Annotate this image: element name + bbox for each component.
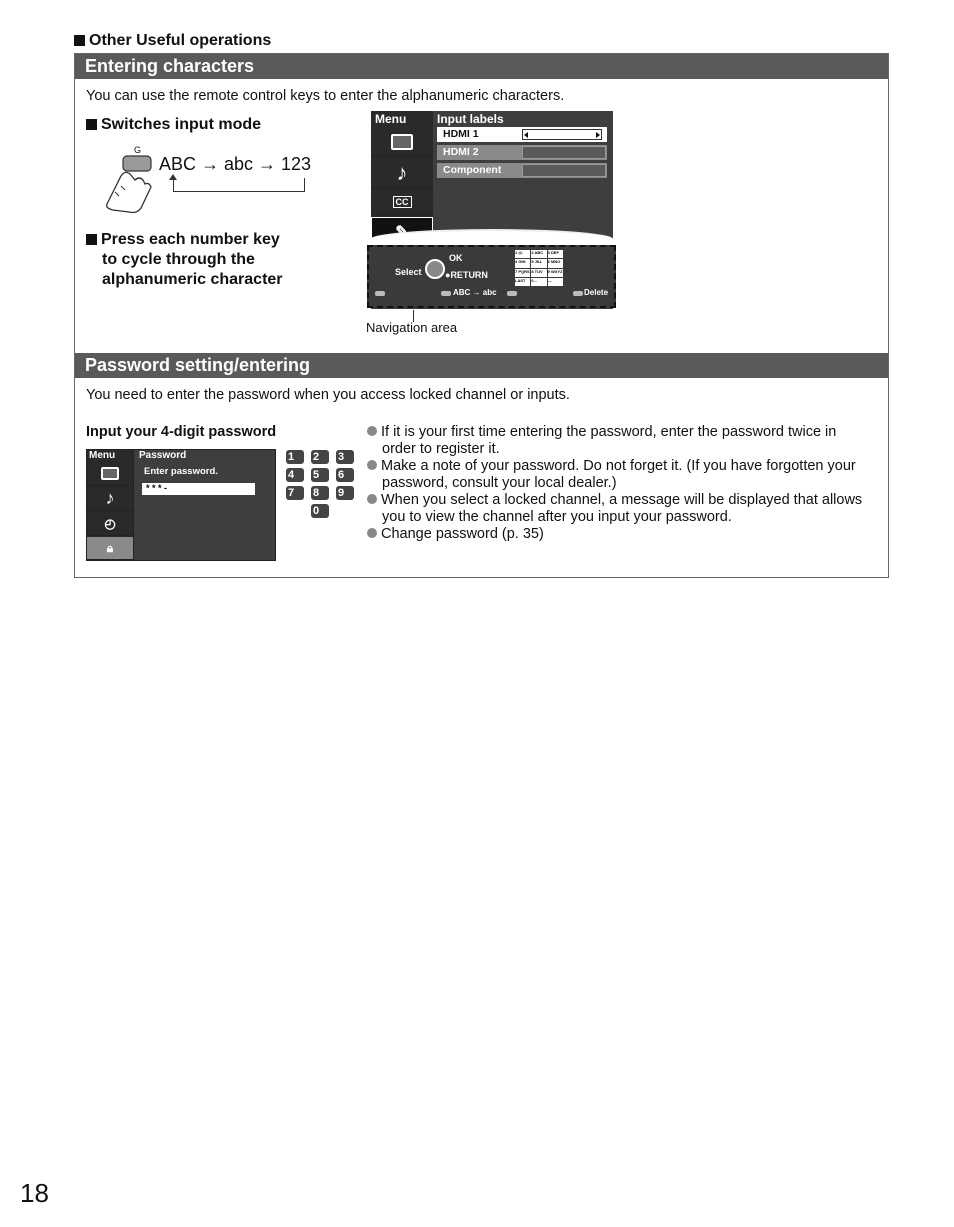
key-4[interactable]: 4: [286, 468, 304, 482]
picture-menu-icon: [371, 127, 433, 157]
label-row-component[interactable]: Component: [437, 163, 607, 178]
list-item: If it is your first time entering the password, enter the password twice in order to register it.: [367, 424, 867, 458]
label-row-hdmi2[interactable]: HDMI 2: [437, 145, 607, 160]
bullet-icon: [367, 426, 377, 436]
select-label: Select: [395, 267, 422, 277]
list-item: When you select a locked channel, a message will be displayed that allows you to view the channel after you input your password.: [367, 492, 867, 526]
color-key-icon: [441, 291, 451, 296]
list-item: Make a note of your password. Do not forget it. (If you have forgotten your password, consult your local dealer.): [367, 458, 867, 492]
menu-label: Menu: [89, 450, 116, 461]
g-key-label: G: [134, 145, 142, 155]
bullet-icon: [367, 460, 377, 470]
navigation-area: [367, 245, 616, 308]
content-frame: [74, 53, 889, 578]
menu-column: [87, 450, 134, 560]
password-input[interactable]: * * * -: [142, 483, 255, 495]
delete-label: Delete: [584, 288, 609, 297]
password-intro: You need to enter the password when you access locked channel or inputs.: [86, 387, 570, 403]
mode-sequence: ABC → abc → 123: [159, 154, 312, 174]
key-5[interactable]: 5: [311, 468, 329, 482]
left-arrow-icon[interactable]: [524, 132, 528, 138]
switch-title: Switches input mode: [86, 116, 261, 134]
timer-icon: ◴: [87, 512, 133, 536]
password-prompt: Enter password.: [144, 466, 218, 477]
password-heading: Password setting/entering: [75, 353, 888, 378]
ok-label: OK: [449, 253, 463, 263]
label-row-hdmi1[interactable]: HDMI 1: [437, 127, 607, 142]
key-2[interactable]: 2: [311, 450, 329, 464]
entering-intro: You can use the remote control keys to enter the alphanumeric characters.: [86, 88, 565, 104]
color-key-icon: [507, 291, 517, 296]
select-wheel-icon: [425, 259, 445, 279]
menu-column: [371, 111, 433, 246]
key-8[interactable]: 8: [311, 486, 329, 500]
section-label: Other Useful operations: [74, 32, 271, 50]
bullet-icon: [367, 494, 377, 504]
password-screen-title: Password: [139, 450, 187, 461]
input-labels-title: Input labels: [437, 112, 504, 126]
bullet-icon: [367, 528, 377, 538]
music-note-icon: ♪: [87, 487, 133, 511]
color-key-icon: [375, 291, 385, 296]
picture-menu-icon: [87, 462, 133, 486]
key-1[interactable]: 1: [286, 450, 304, 464]
hand-press-icon: [101, 146, 161, 216]
key-9[interactable]: 9: [336, 486, 354, 500]
password-subheading: Input your 4-digit password: [86, 424, 277, 440]
list-item: Change password (p. 35): [367, 526, 867, 543]
key-6[interactable]: 6: [336, 468, 354, 482]
input-labels-screen: [371, 111, 613, 309]
press-instruction: Press each number key to cycle through the alphanumeric character: [86, 230, 283, 290]
color-key-icon: [573, 291, 583, 296]
key-0[interactable]: 0: [311, 504, 329, 518]
page-number: 18: [20, 1178, 49, 1208]
key-3[interactable]: 3: [336, 450, 354, 464]
entering-heading: Entering characters: [75, 54, 888, 79]
password-notes: [367, 424, 867, 543]
key-7[interactable]: 7: [286, 486, 304, 500]
cycle-arrow: [173, 178, 305, 192]
square-bullet-icon: [86, 234, 97, 245]
password-screen: [86, 449, 276, 561]
navigation-caption: Navigation area: [366, 320, 458, 335]
mini-keypad: 1 @. 2 ABC 3 DEF 4 GHI 5 JKL 6 MNO 7 PQRS 8 TUV 9 WXYZ LAST 0 -. —: [515, 250, 563, 286]
menu-label: Menu: [375, 112, 407, 126]
arrow-up-icon: [169, 174, 177, 180]
label-value-field[interactable]: [522, 129, 602, 140]
right-arrow-icon[interactable]: [596, 132, 600, 138]
abc-mode-label: ABC → abc: [453, 288, 497, 297]
cc-icon: CC: [371, 189, 433, 215]
lock-icon: 🔒︎: [87, 537, 133, 560]
music-note-icon: ♪: [371, 158, 433, 188]
square-bullet-icon: [74, 35, 85, 46]
square-bullet-icon: [86, 119, 97, 130]
return-label: ●RETURN: [445, 270, 488, 280]
